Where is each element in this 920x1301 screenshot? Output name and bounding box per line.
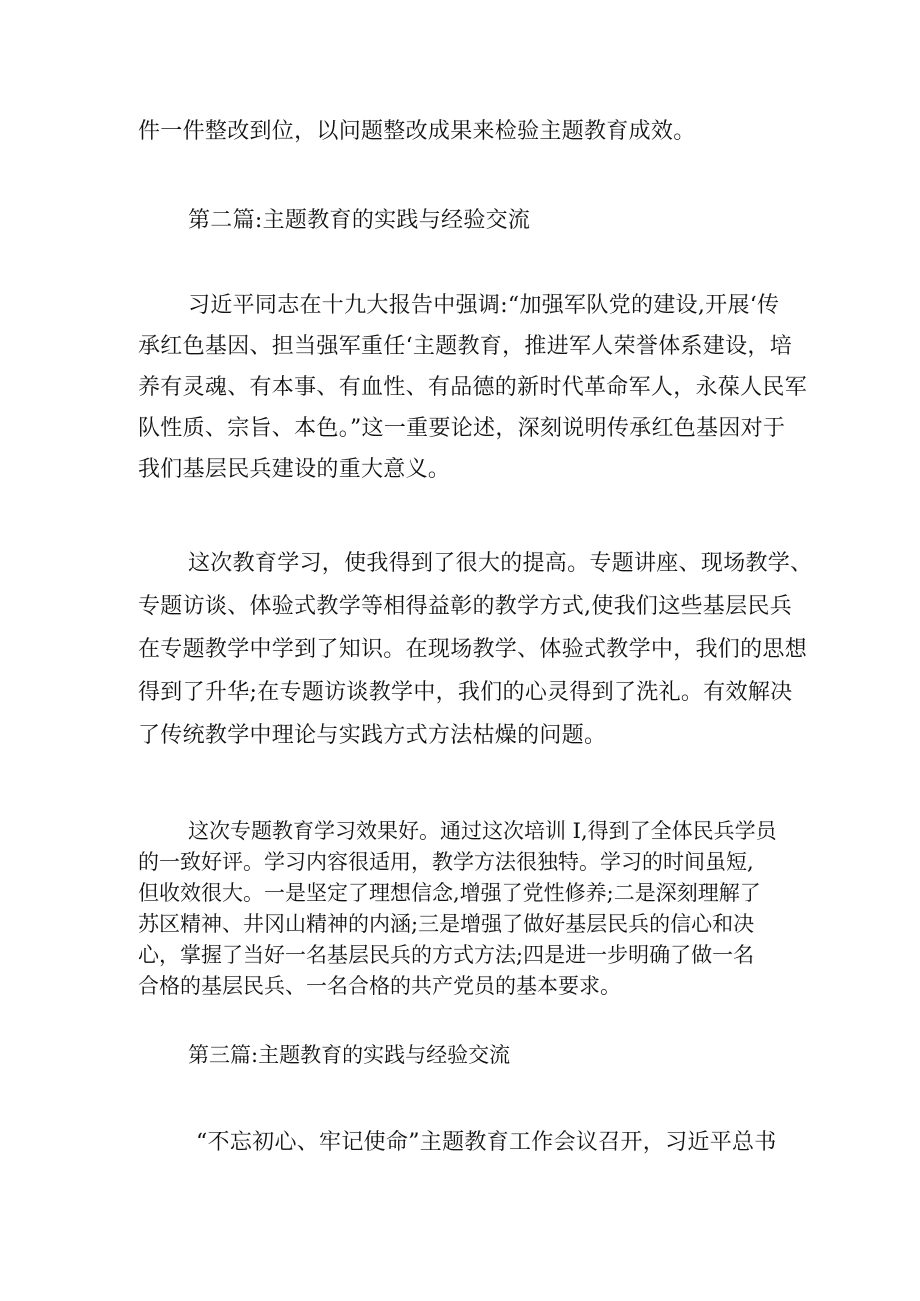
section-heading-2: 第二篇:主题教育的实践与经验交流: [188, 208, 531, 233]
para2-line-1: 这次教育学习，使我得到了很大的提高。专题讲座、现场教学、: [188, 551, 813, 576]
para1-line-4: 队性质、宗旨、本色。”这一重要论述，深刻说明传承红色基因对于: [138, 416, 786, 441]
para3-line-5: 心，掌握了当好一名基层民兵的方式方法;四是进一步明确了做一名: [138, 943, 755, 967]
para2-line-4: 得到了升华;在专题访谈教学中，我们的心灵得到了洗礼。有效解决: [138, 680, 793, 705]
section-heading-3: 第三篇:主题教育的实践与经验交流: [188, 1043, 511, 1067]
para3-line-3: 但收效很大。一是坚定了理想信念,增强了党性修养;二是深刻理解了: [138, 881, 761, 905]
para1-line-1: 习近平同志在十九大报告中强调:“加强军队党的建设,开展‘传: [188, 293, 780, 318]
para4-line-1: “不忘初心、牢记使命”主题教育工作会议召开，习近平总书: [196, 1130, 777, 1155]
para3-line-6: 合格的基层民兵、一名合格的共产党员的基本要求。: [138, 974, 621, 998]
para1-line-5: 我们基层民兵建设的重大意义。: [138, 457, 451, 482]
para2-line-5: 了传统教学中理论与实践方式方法枯燥的问题。: [138, 723, 607, 748]
para3-line-2: 的一致好评。学习内容很适用，教学方法很独特。学习的时间虽短,: [138, 850, 754, 874]
para2-line-2: 专题访谈、体验式教学等相得益彰的教学方式,使我们这些基层民兵: [138, 594, 792, 619]
para2-line-3: 在专题教学中学到了知识。在现场教学、体验式教学中，我们的思想: [138, 637, 808, 662]
para3-line-1: 这次专题教育学习效果好。通过这次培训 I,得到了全体民兵学员: [188, 819, 777, 843]
para1-line-2: 承红色基因、担当强军重任‘主题教育，推进军人荣誉体系建设，培: [138, 334, 792, 359]
para3-line-4: 苏区精神、井冈山精神的内涵;三是增强了做好基层民兵的信心和决: [138, 912, 755, 936]
carryover-line-1: 件一件整改到位，以问题整改成果来检验主题教育成效。: [138, 119, 696, 144]
para1-line-3: 养有灵魂、有本事、有血性、有品德的新时代革命军人，永葆人民军: [138, 375, 808, 400]
